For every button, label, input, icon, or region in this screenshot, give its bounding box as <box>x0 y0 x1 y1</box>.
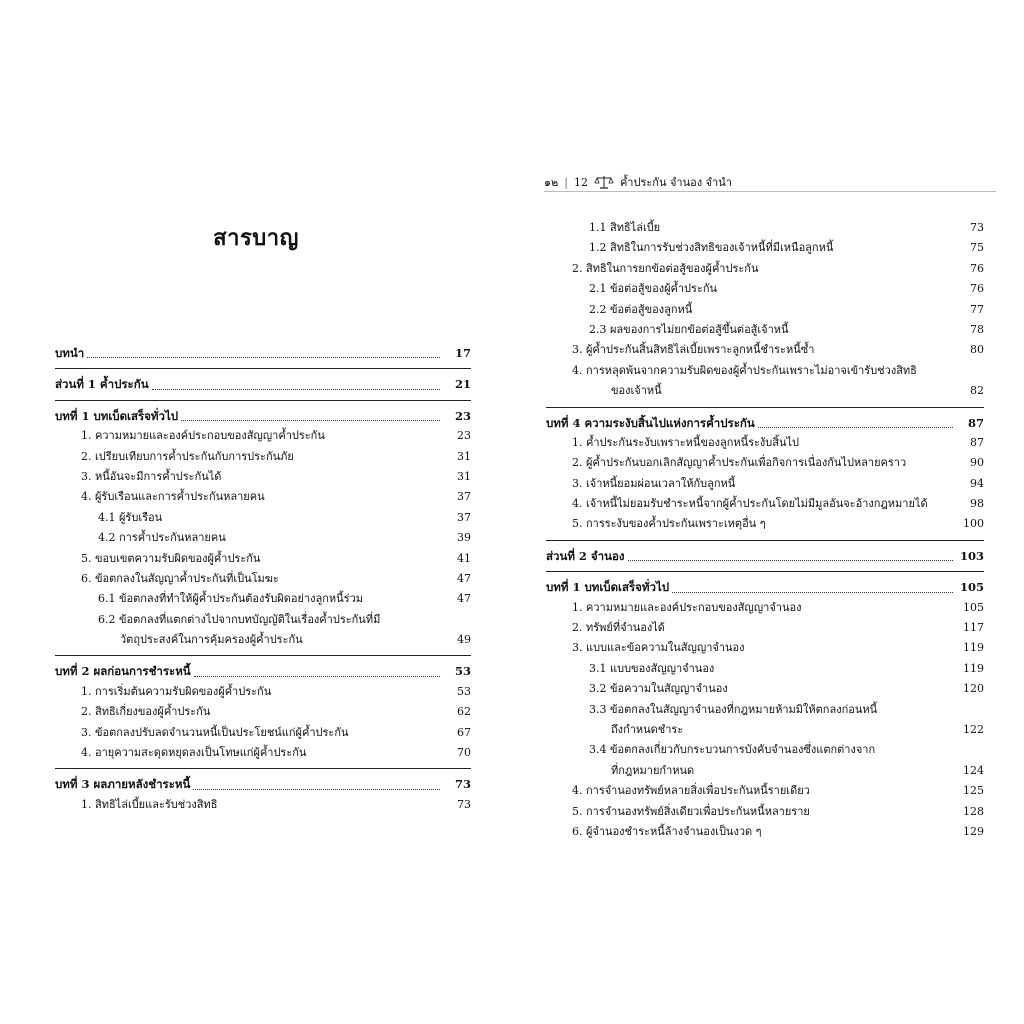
toc-page-number: 78 <box>970 322 984 336</box>
toc-entry-text: 6. ผู้จำนองชำระหนี้ล้างจำนองเป็นงวด ๆ <box>572 824 762 838</box>
toc-entry-text: 1. การเริ่มต้นความรับผิดของผู้ค้ำประกัน <box>81 684 272 698</box>
toc-entry-text: 4.1 ผู้รับเรือน <box>98 510 163 524</box>
toc-page-number: 125 <box>963 784 984 798</box>
toc-page-number: 62 <box>457 705 471 719</box>
toc-entry-row <box>546 474 984 494</box>
toc-entry-row <box>546 433 984 453</box>
dot-leader <box>628 559 953 561</box>
toc-heading-row <box>55 774 471 794</box>
toc-page-number: 105 <box>963 600 984 614</box>
toc-entry-text: 1. ความหมายและองค์ประกอบของสัญญาค้ำประกัน <box>81 429 325 443</box>
toc-entry-row <box>55 723 471 743</box>
header-separator: | <box>564 175 568 189</box>
dot-leader <box>181 419 440 421</box>
section-divider <box>546 571 984 572</box>
toc-page-number: 41 <box>457 551 471 565</box>
toc-entry-row <box>55 467 471 487</box>
toc-entry-text: 1. ค้ำประกันระงับเพราะหนี้ของลูกหนี้ระงับสิ้นไป <box>572 435 800 449</box>
section-divider <box>55 768 471 769</box>
toc-page-number: 87 <box>967 415 984 430</box>
toc-entry-row <box>55 610 471 630</box>
toc-page-number: 70 <box>457 746 471 760</box>
right-page <box>512 0 1024 1024</box>
toc-entry-row <box>546 659 984 679</box>
toc-entry-row <box>55 630 471 650</box>
toc-entry-text: 4.2 การค้ำประกันหลายคน <box>98 531 226 545</box>
toc-page-number: 31 <box>457 469 471 483</box>
toc-page-number: 128 <box>963 804 984 818</box>
toc-page-number: 82 <box>970 384 984 398</box>
table-of-contents-left <box>55 343 471 815</box>
toc-page-number: 47 <box>457 592 471 606</box>
toc-entry-text: 4. อายุความสะดุดหยุดลงเป็นโทษแก่ผู้ค้ำประกัน <box>81 746 307 760</box>
toc-page-number: 77 <box>970 302 984 316</box>
toc-page-number: 53 <box>457 684 471 698</box>
dot-leader <box>87 356 440 358</box>
toc-page-number: 120 <box>963 682 984 696</box>
toc-entry-row <box>55 528 471 548</box>
toc-page-number: 39 <box>457 531 471 545</box>
table-of-contents-right <box>546 218 984 842</box>
section-divider <box>55 400 471 401</box>
toc-page-number: 73 <box>457 797 471 811</box>
dot-leader <box>193 788 440 790</box>
toc-page-number: 117 <box>963 621 984 635</box>
toc-entry-row <box>55 589 471 609</box>
toc-entry-text: บทที่ 3 ผลภายหลังชำระหนี้ <box>55 777 191 792</box>
section-divider <box>546 540 984 541</box>
toc-heading-row <box>546 413 984 433</box>
toc-page-number: 76 <box>970 261 984 275</box>
toc-entry-text: 2. สิทธิในการยกข้อต่อสู้ของผู้ค้ำประกัน <box>572 261 759 275</box>
toc-entry-row <box>55 795 471 815</box>
toc-entry-text: 3.3 ข้อตกลงในสัญญาจำนองที่กฎหมายห้ามมิให้ตกลงก่อนหนี้ <box>589 702 878 716</box>
toc-entry-text: 6. ข้อตกลงในสัญญาค้ำประกันที่เป็นโมฆะ <box>81 571 279 585</box>
toc-entry-row <box>546 514 984 534</box>
toc-entry-text: บทที่ 2 ผลก่อนการชำระหนี้ <box>55 664 191 679</box>
header-book-title: ค้ำประกัน จำนอง จำนำ <box>619 176 732 189</box>
toc-page-number: 105 <box>959 580 984 595</box>
section-divider <box>55 368 471 369</box>
toc-entry-row <box>546 453 984 473</box>
toc-page-number: 119 <box>963 641 984 655</box>
toc-page-number: 103 <box>959 548 984 563</box>
toc-entry-text: 2. สิทธิเกี่ยงของผู้ค้ำประกัน <box>81 705 211 719</box>
toc-entry-text: ส่วนที่ 2 จำนอง <box>546 548 625 563</box>
toc-page-number: 49 <box>457 633 471 647</box>
header-rule <box>544 191 996 192</box>
toc-entry-text: 1.2 สิทธิในการรับช่วงสิทธิของเจ้าหนี้ที่มีเหนือลูกหนี้ <box>589 241 834 255</box>
toc-page-number: 21 <box>454 377 471 392</box>
toc-entry-text: 2. ทรัพย์ที่จำนองได้ <box>572 621 665 635</box>
toc-heading-row <box>55 374 471 394</box>
toc-entry-row <box>546 781 984 801</box>
toc-entry-row <box>55 682 471 702</box>
toc-page-number: 100 <box>963 517 984 531</box>
toc-entry-text: 3. ผู้ค้ำประกันสิ้นสิทธิไล่เบี้ยเพราะลูกหนี้ชำระหนี้ซ้ำ <box>572 343 815 357</box>
toc-entry-text: ถึงกำหนดชำระ <box>611 722 684 736</box>
toc-entry-row <box>546 238 984 258</box>
toc-page-number: 37 <box>457 510 471 524</box>
running-header <box>544 173 732 191</box>
toc-entry-text: บทที่ 4 ความระงับสิ้นไปแห่งการค้ำประกัน <box>546 415 755 430</box>
toc-entry-text: 3. หนี้อันจะมีการค้ำประกันได้ <box>81 469 222 483</box>
toc-page-number: 119 <box>963 661 984 675</box>
toc-page-number: 73 <box>454 777 471 792</box>
toc-entry-text: 2.2 ข้อต่อสู้ของลูกหนี้ <box>589 302 693 316</box>
toc-entry-row <box>546 618 984 638</box>
dot-leader <box>194 675 440 677</box>
toc-entry-row <box>546 679 984 699</box>
toc-entry-text: 2. ผู้ค้ำประกันบอกเลิกสัญญาค้ำประกันเพื่อกิจการเนื่องกันไปหลายคราว <box>572 456 907 470</box>
toc-page-number: 75 <box>970 241 984 255</box>
toc-entry-text: 6.1 ข้อตกลงที่ทำให้ผู้ค้ำประกันต้องรับผิดอย่างลูกหนี้ร่วม <box>98 592 363 606</box>
toc-entry-text: 3.2 ข้อความในสัญญาจำนอง <box>589 682 728 696</box>
toc-entry-row <box>55 743 471 763</box>
toc-entry-text: 4. การหลุดพ้นจากความรับผิดของผู้ค้ำประกันเพราะไม่อาจเข้ารับช่วงสิทธิ <box>572 363 917 377</box>
toc-heading-row <box>546 546 984 566</box>
toc-entry-text: ของเจ้าหนี้ <box>611 384 662 398</box>
toc-entry-text: บทที่ 1 บทเบ็ดเสร็จทั่วไป <box>55 408 179 423</box>
toc-entry-row <box>55 447 471 467</box>
toc-page-number: 67 <box>457 725 471 739</box>
toc-entry-text: วัตถุประสงค์ในการคุ้มครองผู้ค้ำประกัน <box>120 633 303 647</box>
toc-entry-text: ส่วนที่ 1 ค้ำประกัน <box>55 377 149 392</box>
page-title: สารบาญ <box>213 225 299 251</box>
toc-entry-row <box>546 822 984 842</box>
toc-entry-text: 2.1 ข้อต่อสู้ของผู้ค้ำประกัน <box>589 282 718 296</box>
toc-entry-row <box>546 300 984 320</box>
dot-leader <box>152 388 440 390</box>
header-thai-page-number: ๑๒ <box>544 176 559 189</box>
toc-entry-text: 4. ผู้รับเรือนและการค้ำประกันหลายคน <box>81 490 265 504</box>
toc-entry-row <box>546 761 984 781</box>
toc-page-number: 47 <box>457 571 471 585</box>
toc-entry-row <box>546 320 984 340</box>
toc-entry-text: 3. เจ้าหนี้ยอมผ่อนเวลาให้กับลูกหนี้ <box>572 476 736 490</box>
toc-entry-row <box>546 259 984 279</box>
toc-page-number: 94 <box>970 476 984 490</box>
toc-page-number: 76 <box>970 282 984 296</box>
toc-entry-text: 2.3 ผลของการไม่ยกข้อต่อสู้ขึ้นต่อสู้เจ้าหนี้ <box>589 322 789 336</box>
toc-entry-text: 1.1 สิทธิไล่เบี้ย <box>589 220 661 234</box>
toc-entry-row <box>55 487 471 507</box>
toc-page-number: 129 <box>963 824 984 838</box>
toc-entry-row <box>546 740 984 760</box>
toc-entry-text: 5. การจำนองทรัพย์สิ่งเดียวเพื่อประกันหนี้หลายราย <box>572 804 810 818</box>
toc-heading-row <box>55 406 471 426</box>
dot-leader <box>672 591 953 593</box>
toc-entry-text: 3. ข้อตกลงปรับลดจำนวนหนี้เป็นประโยชน์แก่ผู้ค้ำประกัน <box>81 725 349 739</box>
toc-entry-row <box>546 494 984 514</box>
scales-of-justice-icon <box>594 175 614 189</box>
toc-entry-text: 4. การจำนองทรัพย์หลายสิ่งเพื่อประกันหนี้รายเดียว <box>572 784 810 798</box>
toc-entry-row <box>546 700 984 720</box>
toc-page-number: 31 <box>457 449 471 463</box>
section-divider <box>55 655 471 656</box>
toc-page-number: 17 <box>454 345 471 360</box>
toc-entry-text: 3.1 แบบของสัญญาจำนอง <box>589 661 715 675</box>
toc-entry-row <box>546 361 984 381</box>
toc-page-number: 90 <box>970 456 984 470</box>
toc-entry-row <box>546 381 984 401</box>
header-page-number: 12 <box>573 175 588 189</box>
toc-page-number: 124 <box>963 763 984 777</box>
toc-entry-row <box>546 598 984 618</box>
toc-entry-row <box>546 638 984 658</box>
toc-heading-row <box>55 343 471 363</box>
toc-heading-row <box>55 661 471 681</box>
toc-entry-row <box>546 340 984 360</box>
toc-entry-text: 5. ขอบเขตความรับผิดของผู้ค้ำประกัน <box>81 551 261 565</box>
toc-page-number: 23 <box>457 429 471 443</box>
toc-entry-text: 1. สิทธิไล่เบี้ยและรับช่วงสิทธิ <box>81 797 218 811</box>
toc-entry-text: บทที่ 1 บทเบ็ดเสร็จทั่วไป <box>546 580 670 595</box>
toc-page-number: 80 <box>970 343 984 357</box>
toc-entry-row <box>55 426 471 446</box>
toc-entry-row <box>546 218 984 238</box>
toc-heading-row <box>546 577 984 597</box>
toc-entry-row <box>55 702 471 722</box>
toc-entry-row <box>55 508 471 528</box>
toc-entry-text: 1. ความหมายและองค์ประกอบของสัญญาจำนอง <box>572 600 802 614</box>
toc-entry-text: 4. เจ้าหนี้ไม่ยอมรับชำระหนี้จากผู้ค้ำประกันโดยไม่มีมูลอันจะอ้างกฎหมายได้ <box>572 497 928 511</box>
dot-leader <box>758 426 953 428</box>
toc-page-number: 37 <box>457 490 471 504</box>
toc-entry-text: ที่กฎหมายกำหนด <box>611 763 695 777</box>
toc-entry-row <box>55 549 471 569</box>
toc-page-number: 98 <box>970 497 984 511</box>
toc-entry-text: 3. แบบและข้อความในสัญญาจำนอง <box>572 641 745 655</box>
toc-entry-text: บทนำ <box>55 345 85 360</box>
toc-entry-text: 5. การระงับของค้ำประกันเพราะเหตุอื่น ๆ <box>572 517 766 531</box>
toc-entry-row <box>55 569 471 589</box>
toc-page-number: 73 <box>970 220 984 234</box>
toc-page-number: 53 <box>454 664 471 679</box>
toc-page-number: 87 <box>970 435 984 449</box>
toc-entry-row <box>546 802 984 822</box>
toc-entry-row <box>546 279 984 299</box>
toc-entry-text: 3.4 ข้อตกลงเกี่ยวกับกระบวนการบังคับจำนองซึ่งแตกต่างจาก <box>589 743 876 757</box>
toc-entry-text: 6.2 ข้อตกลงที่แตกต่างไปจากบทบัญญัติในเรื่องค้ำประกันที่มี <box>98 612 381 626</box>
toc-entry-text: 2. เปรียบเทียบการค้ำประกันกับการประกันภัย <box>81 449 294 463</box>
toc-page-number: 23 <box>454 408 471 423</box>
toc-page-number: 122 <box>963 722 984 736</box>
section-divider <box>546 407 984 408</box>
toc-entry-row <box>546 720 984 740</box>
